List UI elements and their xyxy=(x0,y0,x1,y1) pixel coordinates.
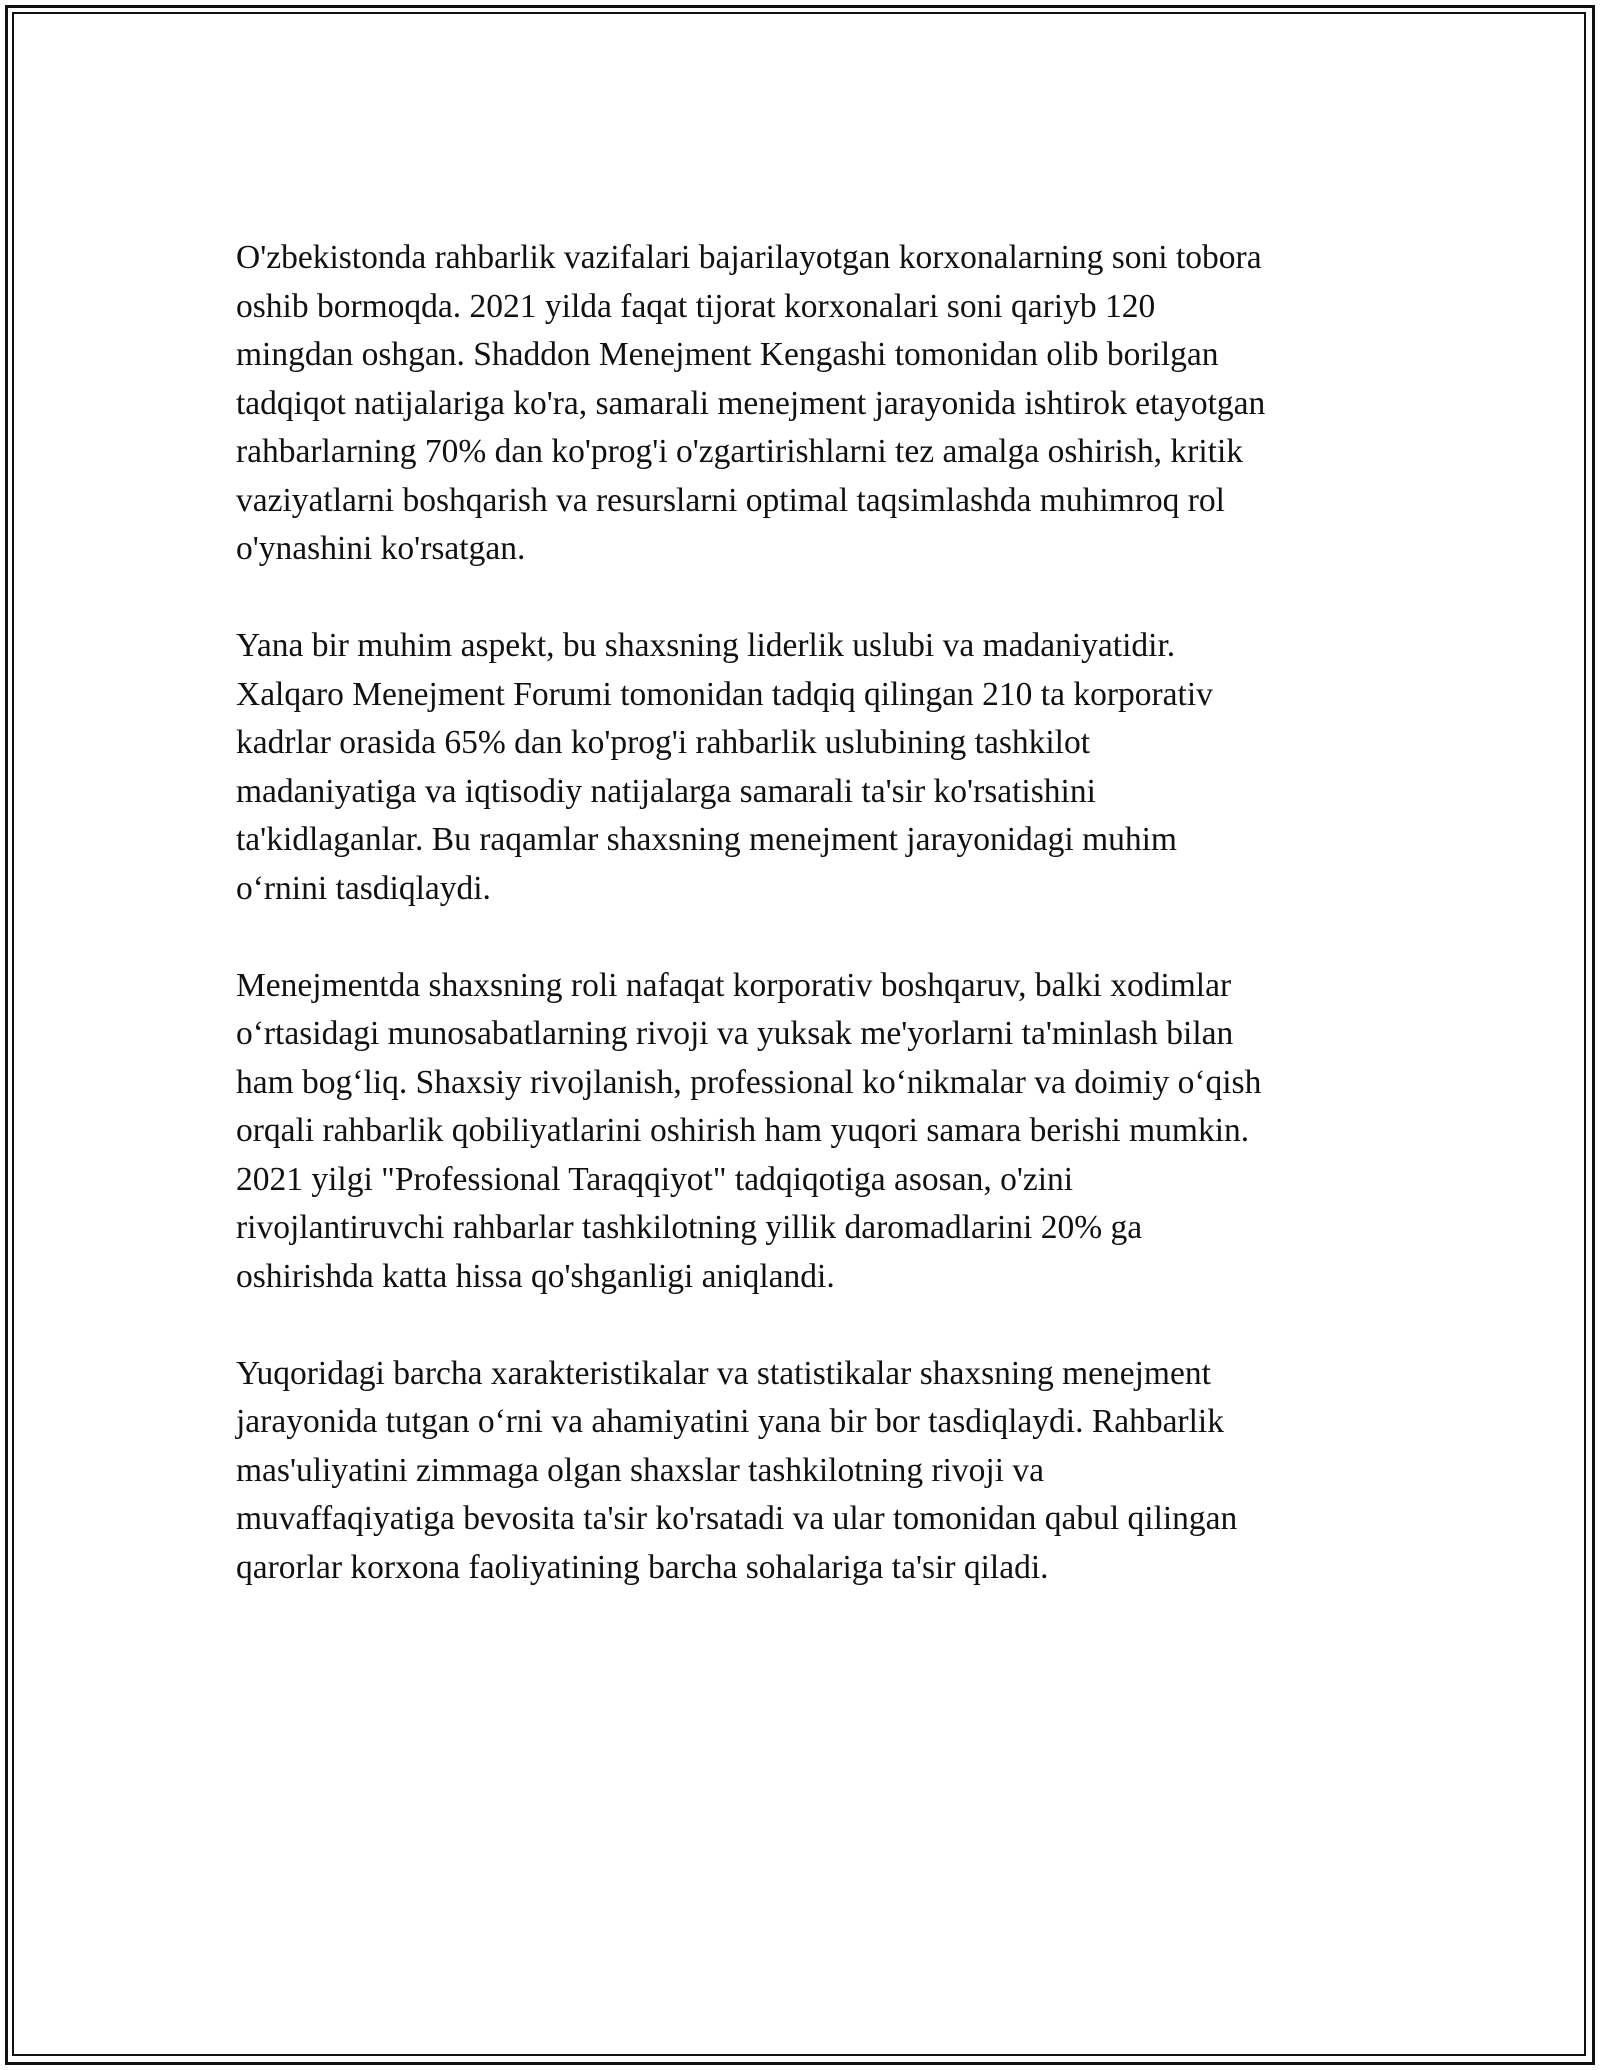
paragraph-3 xyxy=(236,962,1386,1302)
text-line: Menejmentda shaxsning roli nafaqat korporativ boshqaruv, balki xodimlar xyxy=(236,966,1232,1004)
text-line: orqali rahbarlik qobiliyatlarini oshirish ham yuqori samara berishi mumkin. xyxy=(236,1112,1250,1149)
text-line: oshib bormoqda. 2021 yilda faqat tijorat korxonalari soni qariyb 120 xyxy=(236,287,1156,325)
text-line: kadrlar orasida 65% dan ko'prog'i rahbarlik uslubining tashkilot xyxy=(236,724,1091,761)
text-line: muvaffaqiyatiga bevosita ta'sir ko'rsatadi va ular tomonidan qabul qilingan xyxy=(236,1500,1238,1537)
text-line: Yuqoridagi barcha xarakteristikalar va statistikalar shaxsning menejment xyxy=(236,1354,1211,1392)
text-line: o‘rtasidagi munosabatlarning rivoji va yuksak me'yorlarni ta'minlash bilan xyxy=(236,1015,1234,1052)
text-line: ham bog‘liq. Shaxsiy rivojlanish, professional ko‘nikmalar va doimiy o‘qish xyxy=(236,1063,1262,1101)
text-line: O'zbekistonda rahbarlik vazifalari bajarilayotgan korxonalarning soni tobora xyxy=(236,239,1262,276)
document-body xyxy=(236,234,1386,1641)
paragraph-2 xyxy=(236,622,1386,913)
text-line: mas'uliyatini zimmaga olgan shaxslar tashkilotning rivoji va xyxy=(236,1451,1045,1489)
text-line: Xalqaro Menejment Forumi tomonidan tadqiq qilingan 210 ta korporativ xyxy=(236,675,1213,713)
text-line: tadqiqot natijalariga ko'ra, samarali menejment jarayonida ishtirok etayotgan xyxy=(236,384,1266,422)
paragraph-4 xyxy=(236,1350,1386,1593)
text-line: qarorlar korxona faoliyatining barcha sohalariga ta'sir qiladi. xyxy=(236,1548,1049,1586)
text-line: vaziyatlarni boshqarish va resurslarni optimal taqsimlashda muhimroq rol xyxy=(236,481,1225,519)
text-line: mingdan oshgan. Shaddon Menejment Kengashi tomonidan olib borilgan xyxy=(236,336,1219,373)
text-line: 2021 yilgi "Professional Taraqqiyot" tadqiqotiga asosan, o'zini xyxy=(236,1160,1074,1198)
paragraph-1 xyxy=(236,234,1386,574)
text-line: Yana bir muhim aspekt, bu shaxsning liderlik uslubi va madaniyatidir. xyxy=(236,627,1176,664)
text-line: oshirishda katta hissa qo'shganligi aniqlandi. xyxy=(236,1257,835,1295)
text-line: ta'kidlaganlar. Bu raqamlar shaxsning menejment jarayonidagi muhim xyxy=(236,821,1177,858)
text-line: rivojlantiruvchi rahbarlar tashkilotning yillik daromadlarini 20% ga xyxy=(236,1209,1143,1246)
text-line: madaniyatiga va iqtisodiy natijalarga samarali ta'sir ko'rsatishini xyxy=(236,772,1096,810)
text-line: jarayonida tutgan o‘rni va ahamiyatini yana bir bor tasdiqlaydi. Rahbarlik xyxy=(236,1403,1224,1440)
text-line: o'ynashini ko'rsatgan. xyxy=(236,530,526,567)
text-line: rahbarlarning 70% dan ko'prog'i o'zgartirishlarni tez amalga oshirish, kritik xyxy=(236,433,1243,470)
text-line: o‘rnini tasdiqlaydi. xyxy=(236,869,491,907)
